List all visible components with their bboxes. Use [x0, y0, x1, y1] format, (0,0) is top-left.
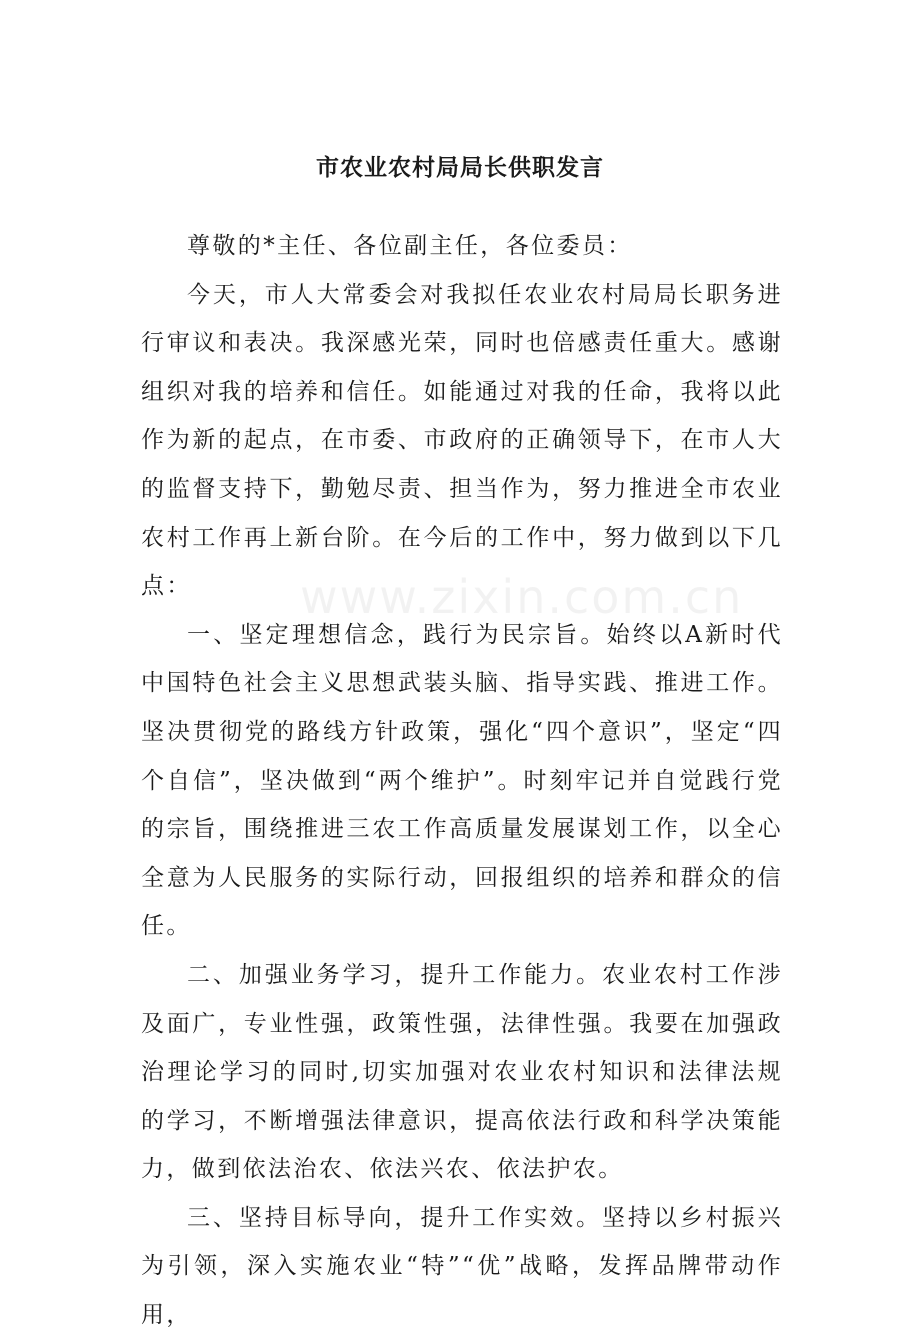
paragraph-opening: 今天，市人大常委会对我拟任农业农村局局长职务进行审议和表决。我深感光荣，同时也倍感责任重大。感谢组织对我的培养和信任。如能通过对我的任命，我将以此作为新的起点，在市委、市政府的正确领导下，在市人大的监督支持下，勤勉尽责、担当作为，努力推进全市农业农村工作再上新台阶。在今后的工作中，努力做到以下几点： — [141, 281, 783, 600]
document-title: 市农业农村局局长供职发言 — [316, 154, 604, 181]
document-body — [141, 222, 783, 1340]
paragraph-point-three: 三、坚持目标导向，提升工作实效。坚持以乡村振兴为引领，深入实施农业“特”“优”战略，发挥品牌带动作用， — [141, 1204, 783, 1329]
paragraph-point-two: 二、加强业务学习，提升工作能力。农业农村工作涉及面广，专业性强，政策性强，法律性强。我要在加强政治理论学习的同时,切实加强对农业农村知识和法律法规的学习，不断增强法律意识，提高依法行政和科学决策能力，做到依法治农、依法兴农、依法护农。 — [141, 961, 783, 1183]
salutation: 尊敬的*主任、各位副主任，各位委员： — [187, 233, 633, 259]
site-watermark: www.zixin.com.cn — [300, 570, 744, 624]
paragraph-point-one: 一、坚定理想信念，践行为民宗旨。始终以A新时代中国特色社会主义思想武装头脑、指导实践、推进工作。坚决贯彻党的路线方针政策，强化“四个意识”，坚定“四个自信”，坚决做到“两个维护”。时刻牢记并自觉践行党的宗旨，围绕推进三农工作高质量发展谋划工作，以全心全意为人民服务的实际行动，回报组织的培养和群众的信任。 — [141, 621, 783, 940]
